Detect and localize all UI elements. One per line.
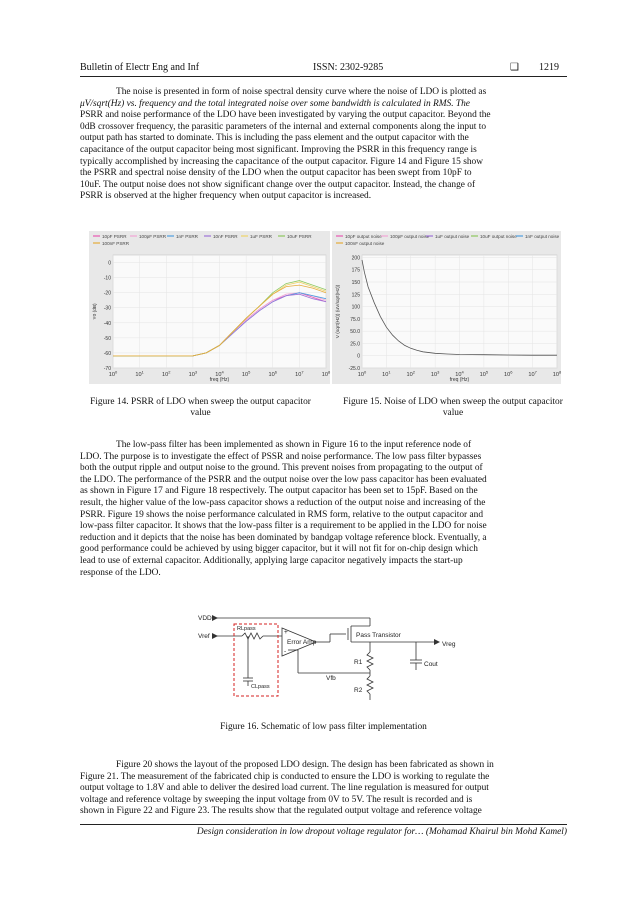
plus-sign: + [284,629,288,636]
y-axis-label: Y0 (dB) [93,303,98,320]
footer-text: Design consideration in low dropout voltage regulator for… (Mohamad Khairul bin Mohd Kamel) [196,827,567,837]
text-line: low-pass filter capacitor. It shows that the low-pass filter is a requirement to be applied in the LDO for noise [80,521,487,532]
legend-entry: 10nF PSRR [213,234,238,239]
text-line: 0dB crossover frequency, the parasitic parameters of the internal and external components along the input to [80,121,487,132]
r1-label: R1 [354,659,363,666]
x-tick-label: $10^6$ [504,369,513,378]
cout-label: Cout [424,661,438,668]
legend-entry: 10pF PSRR [102,234,127,239]
y-tick-label: -10 [103,275,111,282]
clpass-label: CLpass [251,684,270,690]
y-tick-label: 50.0 [350,329,360,336]
text-line: PSRR. Figure 19 shows the noise performance calculated in RMS form, relative to the output capacitor and [80,509,484,520]
text-line: both the output ripple and output noise to the ground. This prevent noises from propagating to the output of [80,463,483,474]
paragraph-2 [80,440,567,579]
rlpass-label: RLpass [237,626,256,632]
x-tick-label: $10^5$ [241,369,251,378]
y-tick-label: -40 [103,320,111,327]
text-line: μV/sqrt(Hz) vs. frequency and the total integrated noise over some bandwidth is calculated in RMS. The [80,98,470,109]
page-number: 1219 [539,62,559,73]
figure-16-caption: Figure 16. Schematic of low pass filter implementation [220,722,427,732]
y-tick-label: 100 [351,304,360,311]
r2-label: R2 [354,687,363,694]
y-tick-label: 75.0 [350,316,360,323]
paragraph-1 [80,87,567,203]
x-tick-label: $10^8$ [552,369,562,378]
pass-transistor-label: Pass Transistor [356,632,401,639]
text-line: typically accomplished by increasing the capacitance of the output capacitor. Figure 14 and Figure 15 show [80,156,484,167]
x-tick-label: $10^7$ [528,369,537,378]
text-line: good performance could be achieved by using bigger capacitor, but it will not fit for on-chip design which [80,544,478,555]
issn: ISSN: 2302-9285 [313,62,384,73]
legend-entry: 100nF output noise [345,241,385,246]
text-line: Figure 21. The measurement of the fabricated chip is conducted to ensure the LDO is working to regulate the [80,771,490,782]
journal-name: Bulletin of Electr Eng and Inf [80,62,200,73]
text-line: the LDO. The performance of the PSRR and the output noise over the low pass capacitor has been evaluated [80,474,487,485]
y-tick-label: 150 [351,280,360,287]
x-tick-label: $10^0$ [357,369,367,378]
text-line: output path has started to dominate. This is including the pass element and the output capacitor with the [80,133,469,144]
text-line: reduction and it depicts that the noise has been dominated by bandgap voltage reference block. Eventually, a [80,532,487,543]
x-axis-label: freq (Hz) [449,377,470,383]
x-tick-label: $10^0$ [108,369,118,378]
psrr-chart [89,231,330,384]
text-line: as shown in Figure 17 and Figure 18 respectively. The output capacitor has been set to 15pF. Based on the [80,486,478,497]
text-line: shown in Figure 22 and Figure 23. The results show that the regulated output voltage and reference voltage [80,806,482,817]
figure-14-caption: Figure 14. PSRR of LDO when sweep the output capacitor value [90,397,311,419]
paragraph-3 [80,760,567,818]
legend-entry: 1uF output noise [435,234,470,239]
x-tick-label: $10^6$ [268,369,277,378]
vreg-label: Vreg [442,641,456,648]
minus-sign: - [284,648,287,655]
x-tick-label: $10^8$ [321,369,331,378]
box-icon: ❑ [510,62,519,73]
y-tick-label: 175 [351,267,360,274]
text-line: lead to use of external capacitor. Additionally, applying large capacitor negatively impacts the start-up [80,555,463,566]
legend-entry: 1nF output noise [525,234,560,239]
y-tick-label: 200 [351,255,360,262]
vfb-label: Vfb [326,675,336,682]
figure-15-caption: Figure 15. Noise of LDO when sweep the output capacitor value [343,397,563,419]
x-tick-label: $10^7$ [295,369,304,378]
legend-entry: 100nF PSRR [102,241,130,246]
x-tick-label: $10^5$ [479,369,489,378]
y-tick-label: 0 [108,260,111,267]
y-tick-label: -25.0 [348,366,360,372]
y-tick-label: -30 [103,305,111,312]
legend-entry: 1uF PSRR [250,234,272,239]
error-amp-label: Error Amp [287,639,317,646]
y-tick-label: 25.0 [350,341,360,348]
legend-entry: 10uF output noise [480,234,517,239]
noise-chart [332,231,561,384]
text-line: response of the LDO. [80,567,161,578]
text-line: Figure 20 shows the layout of the proposed LDO design. The design has been fabricated as shown in [116,760,494,770]
vdd-label: VDD [198,615,212,622]
x-tick-label: $10^2$ [162,369,171,378]
vref-label: Vref [198,633,210,640]
legend-entry: 100pF output noise [390,234,430,239]
x-axis-label: freq (Hz) [209,377,230,383]
footer-rule [80,824,567,825]
y-tick-label: 0 [357,353,360,360]
header-rule [80,76,567,77]
legend-entry: 100pF PSRR [139,234,167,239]
x-tick-label: $10^4$ [455,369,464,378]
y-tick-label: -20 [103,290,111,297]
text-line: output voltage to 1.8V and able to deliver the desired load current. The line regulation is measured for output [80,783,489,794]
text-line: The low-pass filter has been implemented as shown in Figure 16 to the input reference node of [116,440,472,450]
x-tick-label: $10^1$ [135,369,144,378]
text-line: PSRR is observed at the higher frequency when output capacitor is increased. [80,191,372,202]
lpf-schematic [190,600,470,708]
y-tick-label: 125 [351,292,360,299]
text-line: 10uF. The output noise does not show significant change over the output capacitor. Instead, the change of [80,179,476,190]
text-line: the PSRR and spectral noise density of the LDO when the output capacitor has been swept from 10pF to [80,168,472,179]
x-tick-label: $10^1$ [382,369,391,378]
text-line: result, the higher value of the low-pass capacitor shows a reduction of the output noise and increasing of the [80,497,486,508]
legend-entry: 10uF PSRR [287,234,312,239]
text-line: The noise is presented in form of noise spectral density curve where the noise of LDO is plotted as [116,87,487,97]
legend-entry: 1nF PSRR [176,234,198,239]
y-tick-label: -60 [103,350,111,357]
x-tick-label: $10^4$ [215,369,224,378]
text-line: PSRR and noise performance of the LDO have been investigated by varying the output capacitor. Beyond the [80,110,491,121]
x-tick-label: $10^3$ [430,369,440,378]
legend-entry: 10pF output noise [345,234,382,239]
y-tick-label: -50 [103,335,111,342]
x-tick-label: $10^3$ [188,369,198,378]
text-line: capacitance of the output capacitor being most significant. Improving the PSRR in this frequency range is [80,144,477,155]
y-axis-label: V (sqrt(Hz)) (uV/sqrt(Hz)) [336,284,341,339]
y-tick-label: -70 [103,366,111,372]
text-line: LDO. The purpose is to investigate the effect of PSSR and noise performance. The low pass filter bypasses [80,451,482,462]
x-tick-label: $10^2$ [406,369,415,378]
text-line: voltage and reference voltage by sweeping the input voltage from 0V to 5V. The result is recorded and is [80,794,473,805]
